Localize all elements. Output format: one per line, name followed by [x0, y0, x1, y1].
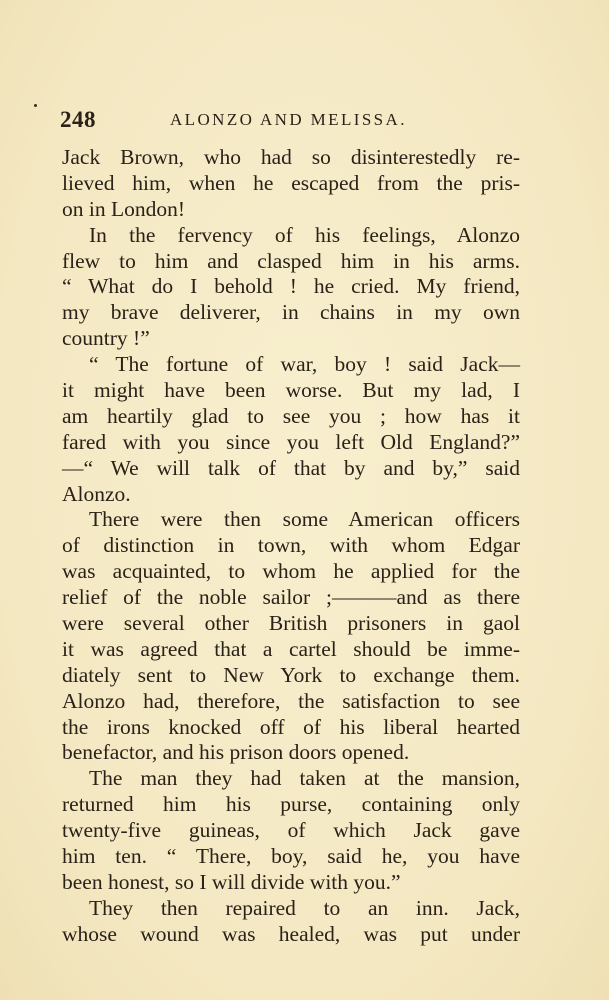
text-line: “ The fortune of war, boy ! said Jack— [89, 352, 520, 377]
page-number: 248 [60, 107, 96, 132]
text-line: relief of the noble sailor ;———and as there [62, 585, 520, 610]
text-line: In the fervency of his feelings, Alonzo [89, 222, 520, 247]
text-line: The man they had taken at the mansion, [89, 766, 520, 791]
text-line: am heartily glad to see you ; how has it [62, 403, 520, 428]
text-line: whose wound was healed, was put under [62, 921, 520, 946]
ink-speck [34, 104, 37, 107]
text-line: the irons knocked off of his liberal hearted [62, 714, 520, 739]
text-line: Alonzo. [62, 481, 131, 506]
text-line: my brave deliverer, in chains in my own [62, 300, 520, 325]
text-line: fared with you since you left Old England?” [62, 429, 520, 454]
text-line: benefactor, and his prison doors opened. [62, 740, 410, 765]
body-text [62, 145, 520, 948]
text-line: They then repaired to an inn. Jack, [89, 895, 520, 920]
text-line: country !” [62, 326, 150, 351]
text-line: Alonzo had, therefore, the satisfaction to see [62, 688, 520, 713]
text-line: been honest, so I will divide with you.” [62, 869, 401, 894]
text-line: him ten. “ There, boy, said he, you have [62, 844, 520, 869]
text-line: “ What do I behold ! he cried. My friend, [62, 274, 520, 299]
text-line: was acquainted, to whom he applied for the [62, 559, 520, 584]
text-line: were several other British prisoners in gaol [62, 611, 520, 636]
text-line: Jack Brown, who had so disinterestedly re- [62, 145, 520, 169]
text-line: it was agreed that a cartel should be imme- [62, 636, 520, 661]
text-line: lieved him, when he escaped from the pris- [62, 170, 520, 195]
text-line: twenty-five guineas, of which Jack gave [62, 818, 520, 843]
text-line: —“ We will talk of that by and by,” said [62, 455, 520, 480]
text-line: There were then some American officers [89, 507, 520, 532]
text-line: diately sent to New York to exchange them. [62, 662, 520, 687]
text-line: flew to him and clasped him in his arms. [62, 248, 520, 273]
text-line: returned him his purse, containing only [62, 792, 520, 817]
page-header [60, 107, 520, 137]
text-line: on in London! [62, 196, 186, 221]
text-line: it might have been worse. But my lad, I [62, 378, 520, 403]
text-line: of distinction in town, with whom Edgar [62, 533, 520, 558]
running-title: ALONZO AND MELISSA. [170, 110, 407, 129]
